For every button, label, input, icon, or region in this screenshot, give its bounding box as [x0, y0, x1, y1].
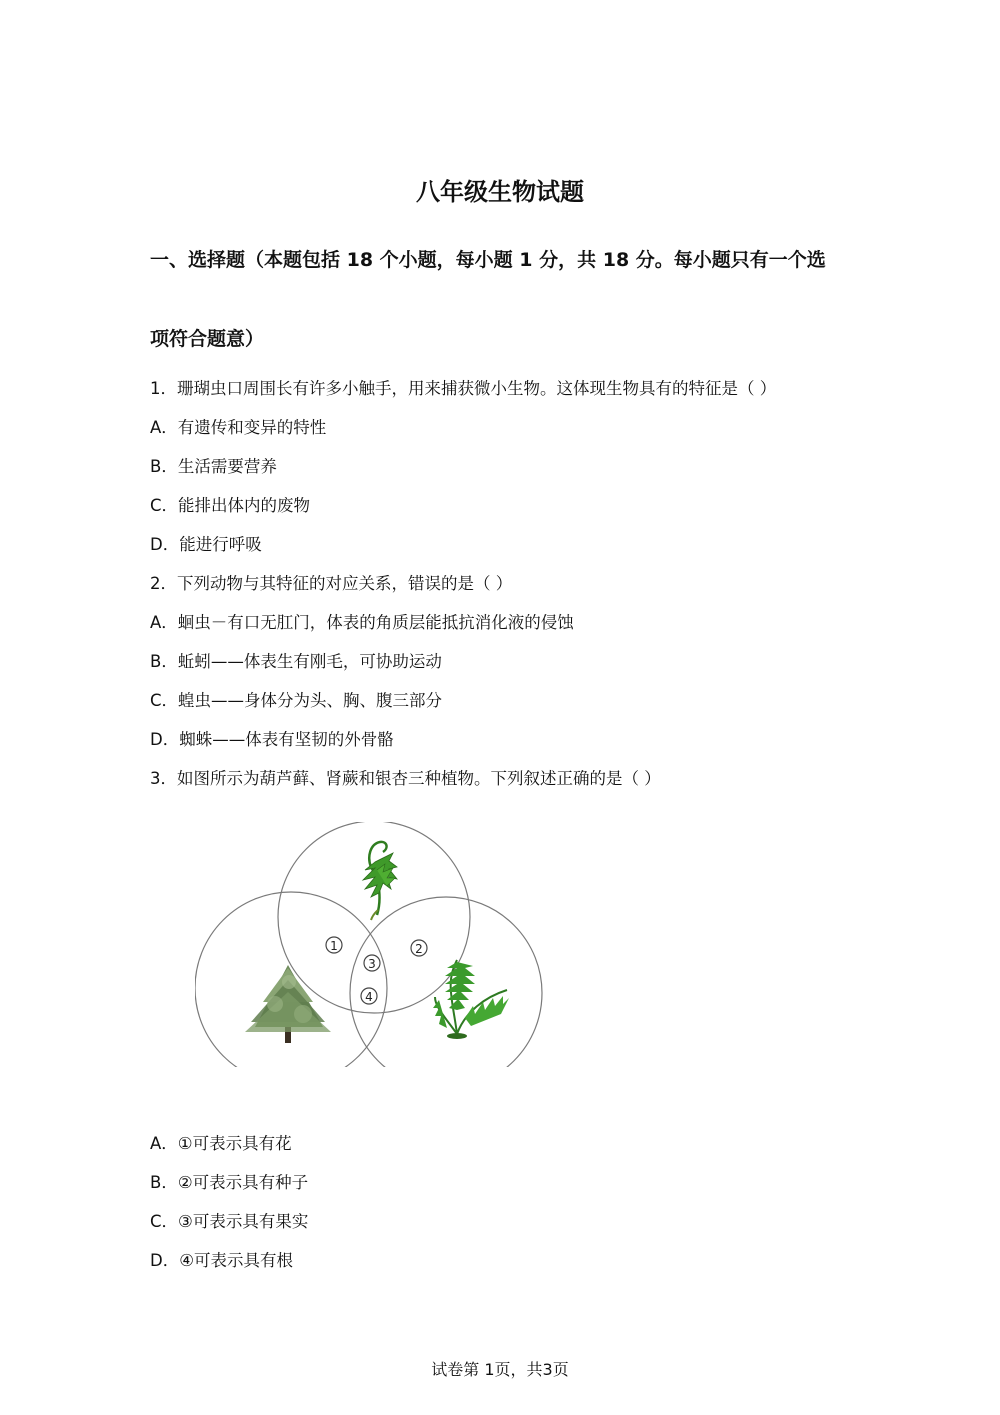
question-3-option-a: A．①可表示具有花 — [150, 1134, 292, 1153]
question-2-stem: 2．下列动物与其特征的对应关系，错误的是（ ） — [150, 574, 513, 593]
question-1-option-c: C．能排出体内的废物 — [150, 496, 311, 515]
question-1-option-b: B．生活需要营养 — [150, 457, 277, 476]
question-1-option-d: D．能进行呼吸 — [150, 535, 262, 554]
question-2-option-b: B．蚯蚓——体表生有刚毛，可协助运动 — [150, 652, 442, 671]
question-3-option-c: C．③可表示具有果实 — [150, 1212, 309, 1231]
question-2-option-a: A．蛔虫－有口无肛门，体表的角质层能抵抗消化液的侵蚀 — [150, 613, 574, 632]
question-3-option-d: D．④可表示具有根 — [150, 1251, 293, 1270]
page-footer: 试卷第 1页，共3页 — [431, 1360, 569, 1379]
section-heading-line2: 项符合题意） — [150, 328, 265, 350]
question-3-stem: 3．如图所示为葫芦藓、肾蕨和银杏三种植物。下列叙述正确的是（ ） — [150, 769, 661, 788]
svg-text:2: 2 — [415, 942, 423, 956]
page-title: 八年级生物试题 — [416, 178, 584, 206]
question-2-option-c: C．蝗虫——身体分为头、胸、腹三部分 — [150, 691, 443, 710]
venn-circle-fern — [350, 897, 542, 1067]
moss-plant-image — [363, 842, 397, 920]
venn-circle-moss — [278, 822, 470, 1013]
svg-text:3: 3 — [368, 957, 376, 971]
label-2 — [411, 940, 427, 956]
svg-text:4: 4 — [365, 990, 373, 1004]
label-4 — [361, 988, 377, 1004]
label-3 — [364, 955, 380, 971]
question-1-option-a: A．有遗传和变异的特性 — [150, 418, 327, 437]
svg-text:1: 1 — [330, 939, 338, 953]
section-heading-line1: 一、选择题（本题包括 18 个小题，每小题 1 分，共 18 分。每小题只有一个选 — [150, 249, 826, 271]
question-1-stem: 1．珊瑚虫口周围长有许多小触手，用来捕获微小生物。这体现生物具有的特征是（ ） — [150, 379, 777, 398]
question-3-option-b: B．②可表示具有种子 — [150, 1173, 309, 1192]
fern-plant-image — [433, 960, 509, 1039]
ginkgo-tree-image — [245, 965, 331, 1043]
question-2-option-d: D．蜘蛛——体表有坚韧的外骨骼 — [150, 730, 394, 749]
venn-diagram-figure — [195, 822, 545, 1067]
label-1 — [326, 937, 342, 953]
